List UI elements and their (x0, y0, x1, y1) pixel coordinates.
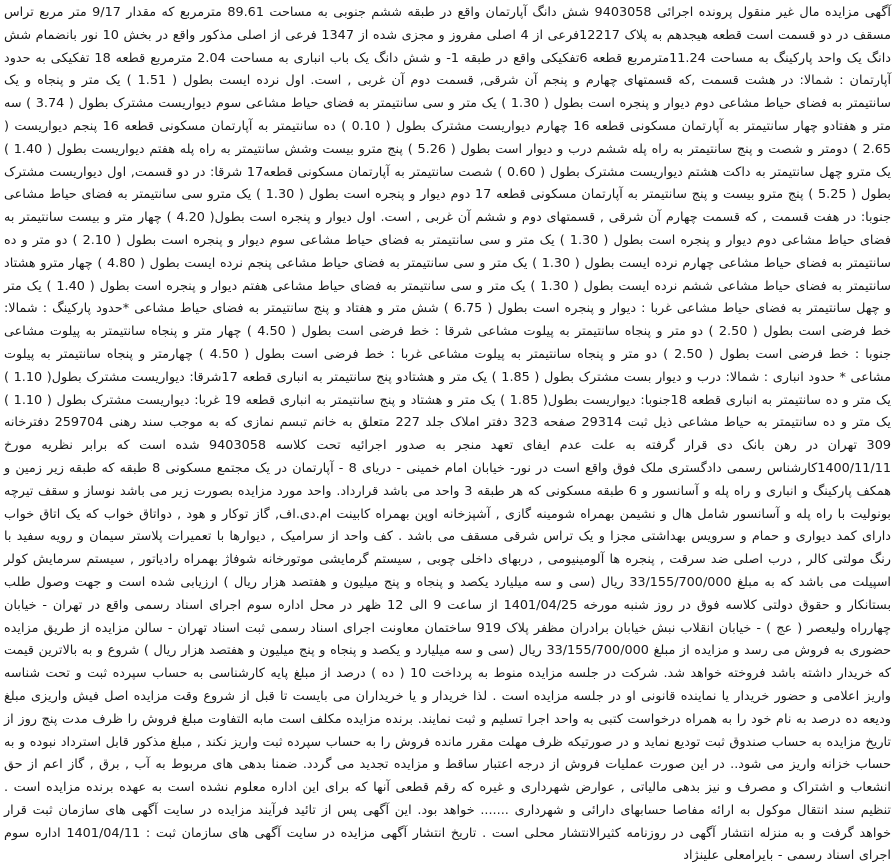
auction-notice (4, 2, 892, 864)
auction-notice-body: آگهی مزایده مال غیر منقول پرونده اجرائی 9403058 شش دانگ آپارتمان واقع در طبقه ششم جنوبی به مساحت 89.61 مترمربع که مقدار 9/17 متر مربع تراس مسقف در دو قسمت است قطعه هیجدهم به پلاک 12217فرعی از 4 اصلی مفروز و مجزی شده از 1347 فرعی از اصلی مذکور واقع در بخش 10 نور بانضمام شش دانگ یک واحد پارکینگ به مساحت 11.24مترمربع قطعه 6تفکیکی واقع در طبقه 1- و شش دانگ یک باب انباری به مساحت 2.04 مترمربع قطعه 18 تفکیکی به حدود آپارتمان : شمالا: در هشت قسمت ,که قسمتهای چهارم و پنجم آن شرقی, قسمت دوم آن غربی , است. اول نرده ایست بطول ( 1.51 ) یک متر و پنجاه و یک سانتیمتر به فضای حیاط مشاعی دوم دیوار و پنجره است بطول ( 1.30 ) یک متر و سی سانتیمتر به فضای حیاط مشاعی سوم دیواریست مشترک بطول ( 3.74 ) سه متر و هفتادو چهار سانتیمتر به آپارتمان مسکونی قطعه 16 چهارم دیواریست مشترک بطول ( 0.10 ) ده سانتیمتر به آپارتمان مسکونی قطعه 16 پنجم دیواریست ( 2.65 ) دومتر و شصت و پنج سانتیمتر به راه پله ششم درب و دیوار است بطول ( 5.26 ) پنج مترو بیست وشش سانتیمتر به راه پله هفتم دیواریست بطول ( 1.40 ) یک مترو چهل سانتیمتر به داکت هشتم دیواریست مشترک بطول ( 0.60 ) شصت سانتیمتر به آپارتمان مسکونی قطعه17 شرقا: در دو قسمت, اول دیواریست مشترک بطول ( 5.25 ) پنج مترو بیست و پنج سانتیمتر به آپارتمان مسکونی قطعه 17 دوم دیوار و پنجره است بطول ( 1.30 ) یک مترو سی سانتیمتر به فضای حیاط مشاعی جنوبا: در هفت قسمت , که قسمت چهارم آن شرقی , قسمتهای دوم و ششم آن غربی , است. اول دیوار و پنجره است بطول( 4.20 ) چهار متر و بیست سانتیمتر به فضای حیاط مشاعی دوم دیوار و پنجره است بطول ( 1.30 ) یک متر و سی سانتیمتر به فضای حیاط مشاعی سوم دیوار و پنجره است بطول ( 2.10 ) دو متر و ده سانتیمتر به فضای حیاط مشاعی چهارم نرده ایست بطول ( 1.30 ) یک متر و سی سانتیمتر به فضای حیاط مشاعی پنجم نرده ایست بطول ( 4.80 ) چهار مترو هشتاد سانتیمتر به فضای حیاط مشاعی ششم نرده ایست بطول ( 1.30 ) یک متر و سی سانتیمتر به فضای حیاط مشاعی هفتم دیوار و پنجره است بطول ( 1.40 ) یک متر و چهل سانتیمتر به فضای حیاط مشاعی غربا : دیوار و پنجره است بطول ( 6.75 ) شش متر و هفتاد و پنج سانتیمتر به فضای حیاط مشاعی *حدود پارکینگ : شمالا: خط فرضی است بطول ( 2.50 ) دو متر و پنجاه سانتیمتر به پیلوت مشاعی شرقا : خط فرضی است بطول ( 4.50 ) چهار متر و پنجاه سانتیمتر به پیلوت مشاعی جنوبا : خط فرضی است بطول ( 2.50 ) دو متر و پنجاه سانتیمتر به پیلوت مشاعی غربا : خط فرضی است بطول ( 4.50 ) چهارمتر و پنجاه سانتیمتر به پیلوت مشاعی * حدود انباری : شمالا: درب و دیوار بست مشترک بطول ( 1.85 ) یک متر و هشتادو پنج سانتیمتر به انباری قطعه 17شرقا: دیواریست مشترک بطول( 1.10 ) یک متر و ده سانتیمتر به انباری قطعه 18جنوبا: دیواریست بطول( 1.85 ) یک متر و هشتاد و پنج سانتیمتر به انباری قطعه 19 غربا: دیواریست مشترک بطول ( 1.10 ) یک متر و ده سانتیمتر به حیاط مشاعی ذیل ثبت 29314 صفحه 323 دفتر املاک جلد 227 متعلق به خانم تبسم نمازی که به موجب سند رهنی 259704 دفترخانه 309 تهران در رهن بانک دی قرار گرفته به علت عدم ایفای تعهد منجر به صدور اجرائیه تحت کلاسه 9403058 شده است که برابر نظریه مورخ 1400/11/11کارشناس رسمی دادگستری ملک فوق واقع است در نور- خیابان امام خمینی - دریای 8 - آپارتمان در یک مجتمع مسکونی 8 طبقه که طبقه زیر زمین و همکف پارکینگ و انباری و راه پله و آسانسور و 6 طبقه مسکونی که هر طبقه 3 واحد می باشد قرارداد. واحد مورد مزایده بصورت زیر می باشد نوساز و سقف تیرچه بونولیت با راه پله و آسانسور شامل هال و نشیمن بهمراه شومینه گازی , آشپزخانه اوپن بهمراه کابینت ام.دی.اف, گاز توکار و هود , دواتاق خواب که یک اتاق خواب دارای کمد دیواری و حمام و سرویس بهداشتی مجزا و یک تراس شرقی مسقف می باشد . کف واحد از سرامیک , دیوارها با تعمیرات پلاستر سیمان و رویه سفید با رنگ مولتی کالر , درب اصلی ضد سرقت , پنجره ها آلومینیومی , دربهای داخلی چوبی , سیستم گرمایشی موتورخانه شوفاژ بهمراه رادیاتور , سیستم سرمایش کولر اسپیلت می باشد که به مبلغ 33/155/700/000 ریال (سی و سه میلیارد یکصد و پنجاه و پنج میلیون و هفتصد هزار ریال ) ارزیابی شده است و جهت وصول طلب بستانکار و حقوق دولتی کلاسه فوق در روز شنبه مورخه 1401/04/25 از ساعت 9 الی 12 ظهر در محل اداره سوم اجرای اسناد رسمی واقع در تهران - خیابان چهارراه ولیعصر ( عج ) - خیابان انقلاب نبش خیابان برادران مظفر پلاک 919 ساختمان معاونت اجرای اسناد رسمی ثبت اسناد تهران - سالن مزایده از طریق مزایده حضوری به فروش می رسد و مزایده از مبلغ 33/155/700/000 ریال (سی و سه میلیارد و یکصد و پنجاه و پنج میلیون و هفتصد هزار ریال ) شروع و به بالاترین قیمت که خریدار داشته باشد فروخته خواهد شد. شرکت در جلسه مزایده منوط به پرداخت 10 ( ده ) درصد از مبلغ پایه کارشناسی به حساب سپرده ثبت و تحت شناسه واریز اعلامی و حضور خریدار یا نماینده قانونی او در جلسه مزایده است . لذا خریدار و یا خریداران می بایست تا قبل از شروع وقت مزایده اصل فیش واریزی مبلغ ودیعه ده درصد به نام خود را به همراه درخواست کتبی به واحد اجرا تسلیم و ثبت نمایند. برنده مزایده مکلف است مابه التفاوت مبلغ فروش را ظرف مدت پنج روز از تاریخ مزایده به حساب صندوق ثبت تودیع نماید و در صورتیکه ظرف مهلت مقرر مانده فروش را به حساب سپرده ثبت واریز نکند , مبلغ مذکور قابل استرداد نبوده و به حساب خزانه واریز می شود.. در این صورت عملیات فروش از درجه اعتبار ساقط و مزایده تجدید می گردد. ضمنا بدهی های مربوط به آب , برق , گاز اعم از حق انشعاب و اشتراک و مصرف و نیز بدهی مالیاتی , عوارض شهرداری و غیره که رقم قطعی آنها که برای این اداره معلوم نشده است به عهده برنده مزایده است . تنظیم سند انتقال موکول به ارائه مفاصا حسابهای دارائی و شهرداری ....... خواهد بود. این آگهی پس از تائید فرآیند مزایده در سایت آگهی های سازمان ثبت قرار خواهد گرفت و به منزله انتشار آگهی در روزنامه کثیرالانتشار محلی است . تاریخ انتشار آگهی مزایده در سایت آگهی های سازمان ثبت : 1401/04/11 اداره سوم اجرای اسناد رسمی - بایرامعلی علینژاد (4, 5, 892, 864)
